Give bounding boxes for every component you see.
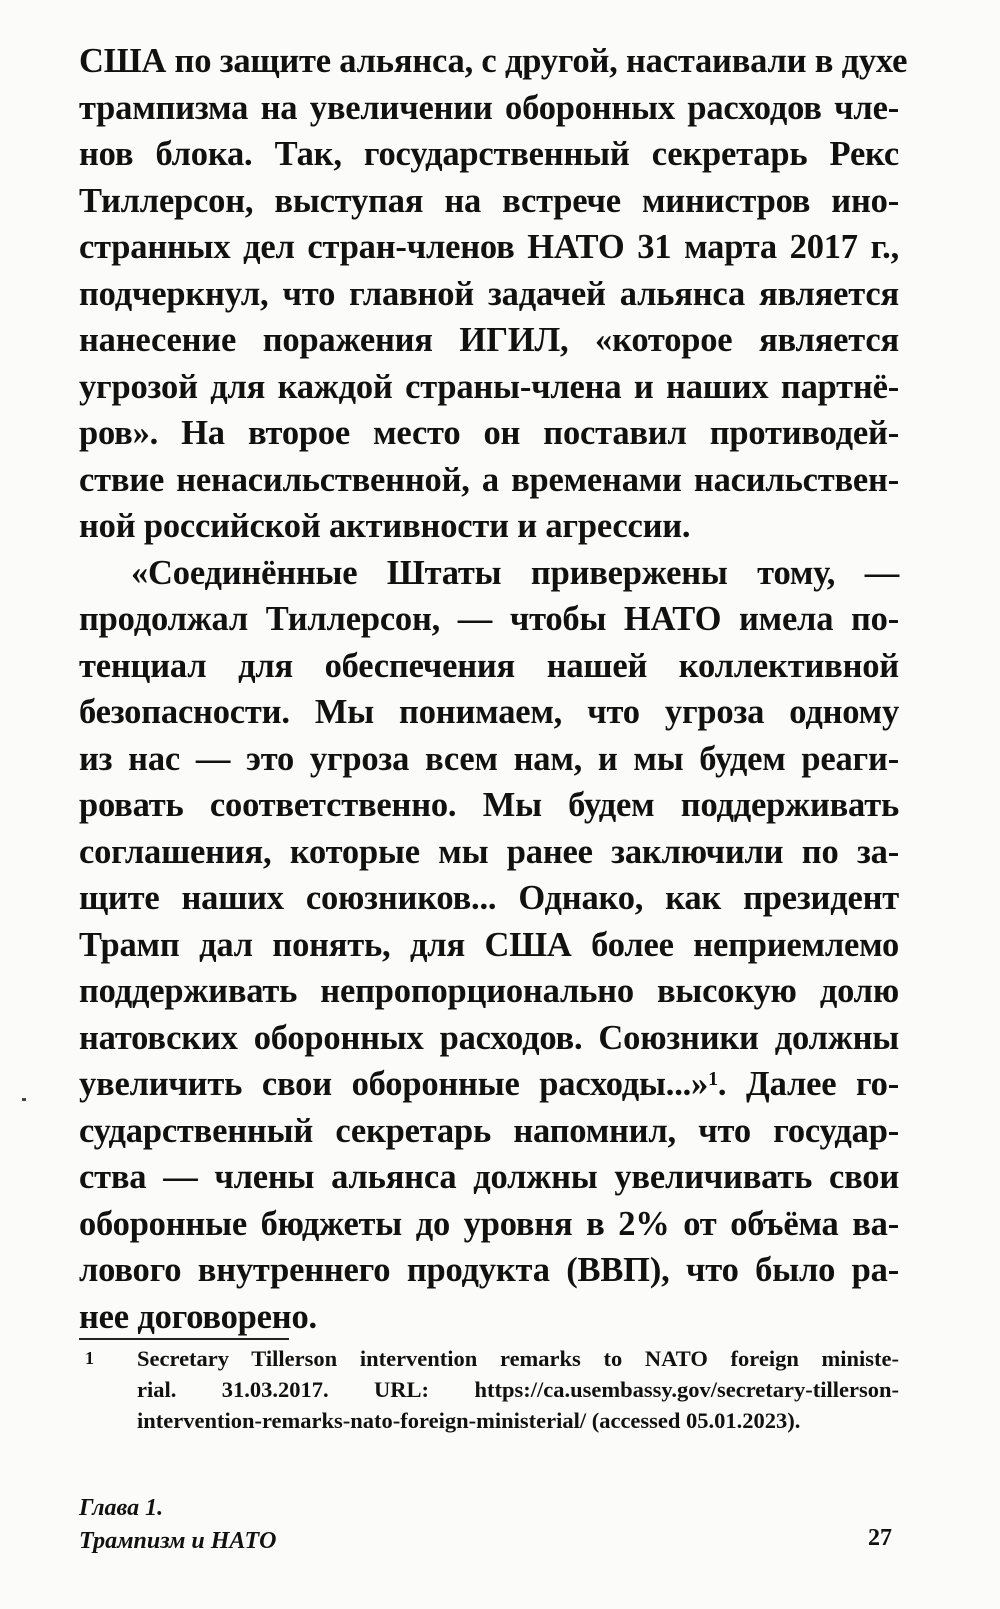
- text-line: Тиллерсон, выступая на встрече министров ино-: [79, 181, 899, 220]
- main-text: [79, 38, 908, 1340]
- text-line: ствие ненасильственной, а временами насильствен-: [79, 460, 899, 499]
- text-line: «Соединённые Штаты привержены тому, —: [131, 553, 899, 592]
- footnote-line: Secretary Tillerson intervention remarks to NATO foreign ministe-: [137, 1346, 899, 1371]
- text-line: странных дел стран-членов НАТО 31 марта 2017 г.,: [79, 228, 899, 266]
- text-line: лового внутреннего продукта (ВВП), что было ра-: [79, 1251, 899, 1289]
- text-line: продолжал Тиллерсон, — чтобы НАТО имела по-: [79, 600, 899, 638]
- text-line: безопасности. Мы понимаем, что угроза одному: [79, 693, 899, 731]
- footnote-divider: [79, 1338, 289, 1340]
- footnote-text: [137, 1343, 899, 1436]
- footnote-number: 1: [85, 1348, 94, 1368]
- text-line: нее договорено.: [79, 1297, 317, 1336]
- text-line: Трамп дал понять, для США более неприемлемо: [79, 925, 899, 964]
- text-line: США по защите альянса, с другой, настаивали в духе: [79, 42, 908, 80]
- text-line: трампизма на увеличении оборонных расходов чле-: [79, 88, 899, 127]
- chapter-number: Глава 1.: [79, 1495, 164, 1521]
- text-line: оборонные бюджеты до уровня в 2% от объёма ва-: [79, 1204, 899, 1243]
- footnote-line-url[interactable]: rial. 31.03.2017. URL: https://ca.usembassy.gov/secretary-tillerson-: [137, 1377, 899, 1402]
- text-line: подчеркнул, что главной задачей альянса является: [79, 274, 899, 313]
- text-line: тенциал для обеспечения нашей коллективной: [79, 646, 899, 685]
- text-line: угрозой для каждой страны-члена и наших партнё-: [79, 367, 899, 406]
- margin-speck: [22, 1098, 26, 1101]
- chapter-title: Трампизм и НАТО: [79, 1528, 277, 1554]
- text-line: щите наших союзников... Однако, как президент: [79, 879, 899, 917]
- text-line: ров». На второе место он поставил противодей-: [79, 414, 899, 452]
- footnote-reference[interactable]: 1: [708, 1067, 718, 1090]
- text-segment: увеличить свои оборонные расходы...»: [79, 1065, 709, 1103]
- page-number: 27: [868, 1525, 892, 1551]
- text-line: нов блока. Так, государственный секретарь Рекс: [79, 135, 899, 173]
- text-line: соглашения, которые мы ранее заключили по за-: [79, 832, 899, 871]
- text-line: из нас — это угроза всем нам, и мы будем реаги-: [79, 739, 899, 778]
- text-line: ства — члены альянса должны увеличивать свои: [79, 1158, 899, 1196]
- text-segment: . Далее го-: [717, 1065, 899, 1103]
- text-line: ной российской активности и агрессии.: [79, 507, 691, 545]
- text-line: нанесение поражения ИГИЛ, «которое является: [79, 321, 899, 359]
- text-line-with-footnote-ref: [79, 1061, 899, 1108]
- footnote-line-url[interactable]: intervention-remarks-nato-foreign-ministerial/ (accessed 05.01.2023).: [137, 1408, 801, 1433]
- text-line: ровать соответственно. Мы будем поддерживать: [79, 786, 899, 824]
- text-line: натовских оборонных расходов. Союзники должны: [79, 1018, 899, 1057]
- text-line: сударственный секретарь напомнил, что государ-: [79, 1111, 899, 1150]
- running-footer: [79, 1492, 277, 1558]
- text-line: поддерживать непропорционально высокую долю: [79, 972, 899, 1010]
